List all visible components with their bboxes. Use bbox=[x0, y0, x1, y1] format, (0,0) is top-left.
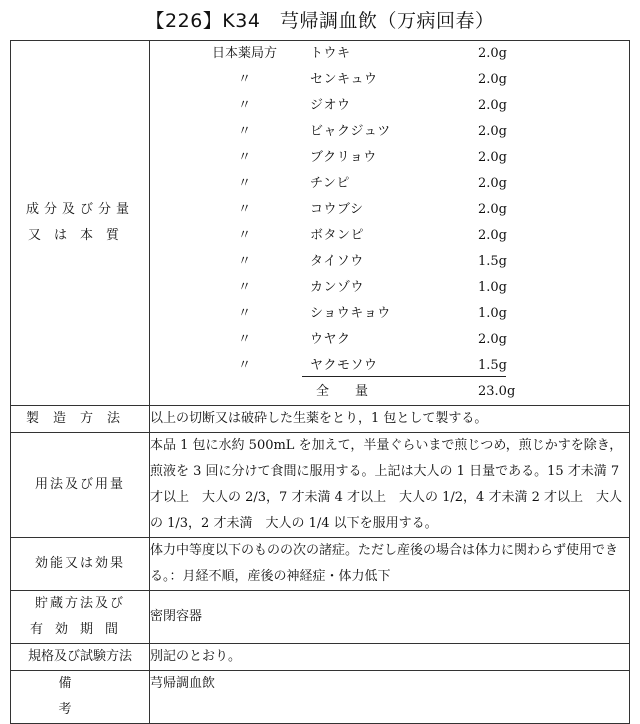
ingredient-row bbox=[150, 145, 629, 171]
ditto-mark: 〃 bbox=[238, 72, 252, 87]
ditto-mark: 〃 bbox=[238, 306, 252, 321]
manufacturing-label bbox=[11, 406, 150, 433]
ditto-mark: 〃 bbox=[238, 332, 252, 347]
storage-label bbox=[11, 591, 150, 644]
pharmacopoeia-label: 日本薬局方 bbox=[212, 46, 278, 61]
dosage-row bbox=[11, 433, 630, 538]
ditto-mark: 〃 bbox=[238, 228, 252, 243]
ingredient-amount: 2.0g bbox=[478, 202, 507, 217]
composition-label bbox=[11, 41, 150, 406]
ingredient-row bbox=[150, 327, 629, 353]
efficacy-label bbox=[11, 538, 150, 591]
document-title: 【226】K34 芎帰調血飲（万病回春） bbox=[145, 10, 495, 32]
ingredient-name: ショウキョウ bbox=[310, 306, 391, 321]
ingredient-row bbox=[150, 223, 629, 249]
storage-label-line-2: 有効期間 bbox=[29, 622, 130, 637]
ingredient-name: ビャクジュツ bbox=[310, 124, 391, 139]
ditto-mark: 〃 bbox=[238, 358, 252, 373]
ingredient-name: カンゾウ bbox=[310, 280, 365, 295]
composition-row bbox=[11, 41, 630, 406]
ingredient-amount: 2.0g bbox=[478, 176, 507, 191]
ingredient-name: チンピ bbox=[310, 176, 350, 191]
ditto-mark: 〃 bbox=[238, 280, 252, 295]
ingredient-name: ボタンピ bbox=[310, 228, 365, 243]
ingredient-row bbox=[150, 41, 629, 67]
total-row bbox=[150, 379, 629, 405]
ingredient-amount: 1.0g bbox=[478, 280, 507, 295]
ditto-mark: 〃 bbox=[238, 202, 252, 217]
total-label: 全量 bbox=[316, 384, 395, 399]
specs-row bbox=[11, 644, 630, 671]
ditto-mark: 〃 bbox=[238, 98, 252, 113]
ingredient-amount: 2.0g bbox=[478, 332, 507, 347]
ingredient-row bbox=[150, 119, 629, 145]
manufacturing-row bbox=[11, 406, 630, 433]
spec-table bbox=[10, 40, 630, 724]
ingredient-amount: 1.0g bbox=[478, 306, 507, 321]
total-amount: 23.0g bbox=[478, 384, 516, 399]
manufacturing-text: 以上の切断又は破砕した生薬をとり，1 包として製する。 bbox=[150, 406, 630, 433]
dosage-text: 本品 1 包に水約 500mL を加えて，半量ぐらいまで煎じつめ，煎じかすを除き，煎液を 3 回に分けて食間に服用する。上記は大人の 1 日量である。15 才未満 7 才以上 大人の 2/3，7 才未満 4 才以上 大人の 1/2，4 才未満 2 才以上 大人の 1/3，2 才未満 大人の 1/4 以下を服用する。 bbox=[150, 433, 630, 538]
ingredient-name: コウブシ bbox=[310, 202, 364, 217]
ingredient-amount: 2.0g bbox=[478, 228, 507, 243]
remarks-text: 芎帰調血飲 bbox=[150, 671, 630, 724]
storage-label-line-1: 貯蔵方法及び bbox=[34, 596, 125, 611]
composition-label-line-2: 又は本質 bbox=[27, 228, 132, 243]
manufacturing-label-text: 製造方法 bbox=[25, 411, 134, 426]
ingredient-row bbox=[150, 171, 629, 197]
ingredient-row bbox=[150, 249, 629, 275]
ingredient-row bbox=[150, 301, 629, 327]
ditto-mark: 〃 bbox=[238, 254, 252, 269]
specs-label-text: 規格及び試験方法 bbox=[27, 649, 132, 664]
ingredient-amount: 2.0g bbox=[478, 98, 507, 113]
remarks-label bbox=[11, 671, 150, 724]
storage-row bbox=[11, 591, 630, 644]
ingredient-row bbox=[150, 197, 629, 223]
ingredient-name: トウキ bbox=[310, 46, 351, 61]
specs-label bbox=[11, 644, 150, 671]
ingredient-name: ウヤク bbox=[310, 332, 351, 347]
specs-text: 別記のとおり。 bbox=[150, 644, 630, 671]
ingredient-list bbox=[150, 41, 630, 406]
efficacy-label-text: 効能又は効果 bbox=[34, 556, 125, 571]
dosage-label-text: 用法及び用量 bbox=[34, 477, 125, 492]
ditto-mark: 〃 bbox=[238, 124, 252, 139]
ingredient-name: ブクリョウ bbox=[310, 150, 377, 165]
efficacy-text: 体力中等度以下のものの次の諸症。ただし産後の場合は体力に関わらず使用できる。：月経不順，産後の神経症・体力低下 bbox=[150, 538, 630, 591]
ingredient-name: タイソウ bbox=[310, 254, 364, 269]
ingredient-amount: 2.0g bbox=[478, 46, 507, 61]
ingredient-name: センキュウ bbox=[310, 72, 378, 87]
composition-label-line-1: 成分及び分量 bbox=[25, 202, 134, 217]
ingredient-amount: 2.0g bbox=[478, 150, 507, 165]
storage-text: 密閉容器 bbox=[150, 591, 630, 644]
remarks-label-text: 備考 bbox=[58, 676, 132, 717]
remarks-row bbox=[11, 671, 630, 724]
ingredient-amount: 2.0g bbox=[478, 72, 507, 87]
dosage-label bbox=[11, 433, 150, 538]
ingredient-name: ジオウ bbox=[310, 98, 351, 113]
ingredient-amount: 1.5g bbox=[478, 254, 507, 269]
ingredient-name: ヤクモソウ bbox=[310, 358, 378, 373]
ingredient-amount: 1.5g bbox=[478, 358, 507, 373]
ingredient-row bbox=[150, 275, 629, 301]
ingredient-amount: 2.0g bbox=[478, 124, 507, 139]
efficacy-row bbox=[11, 538, 630, 591]
ditto-mark: 〃 bbox=[238, 176, 252, 191]
ingredient-row bbox=[150, 93, 629, 119]
ingredient-row bbox=[150, 67, 629, 93]
ditto-mark: 〃 bbox=[238, 150, 252, 165]
